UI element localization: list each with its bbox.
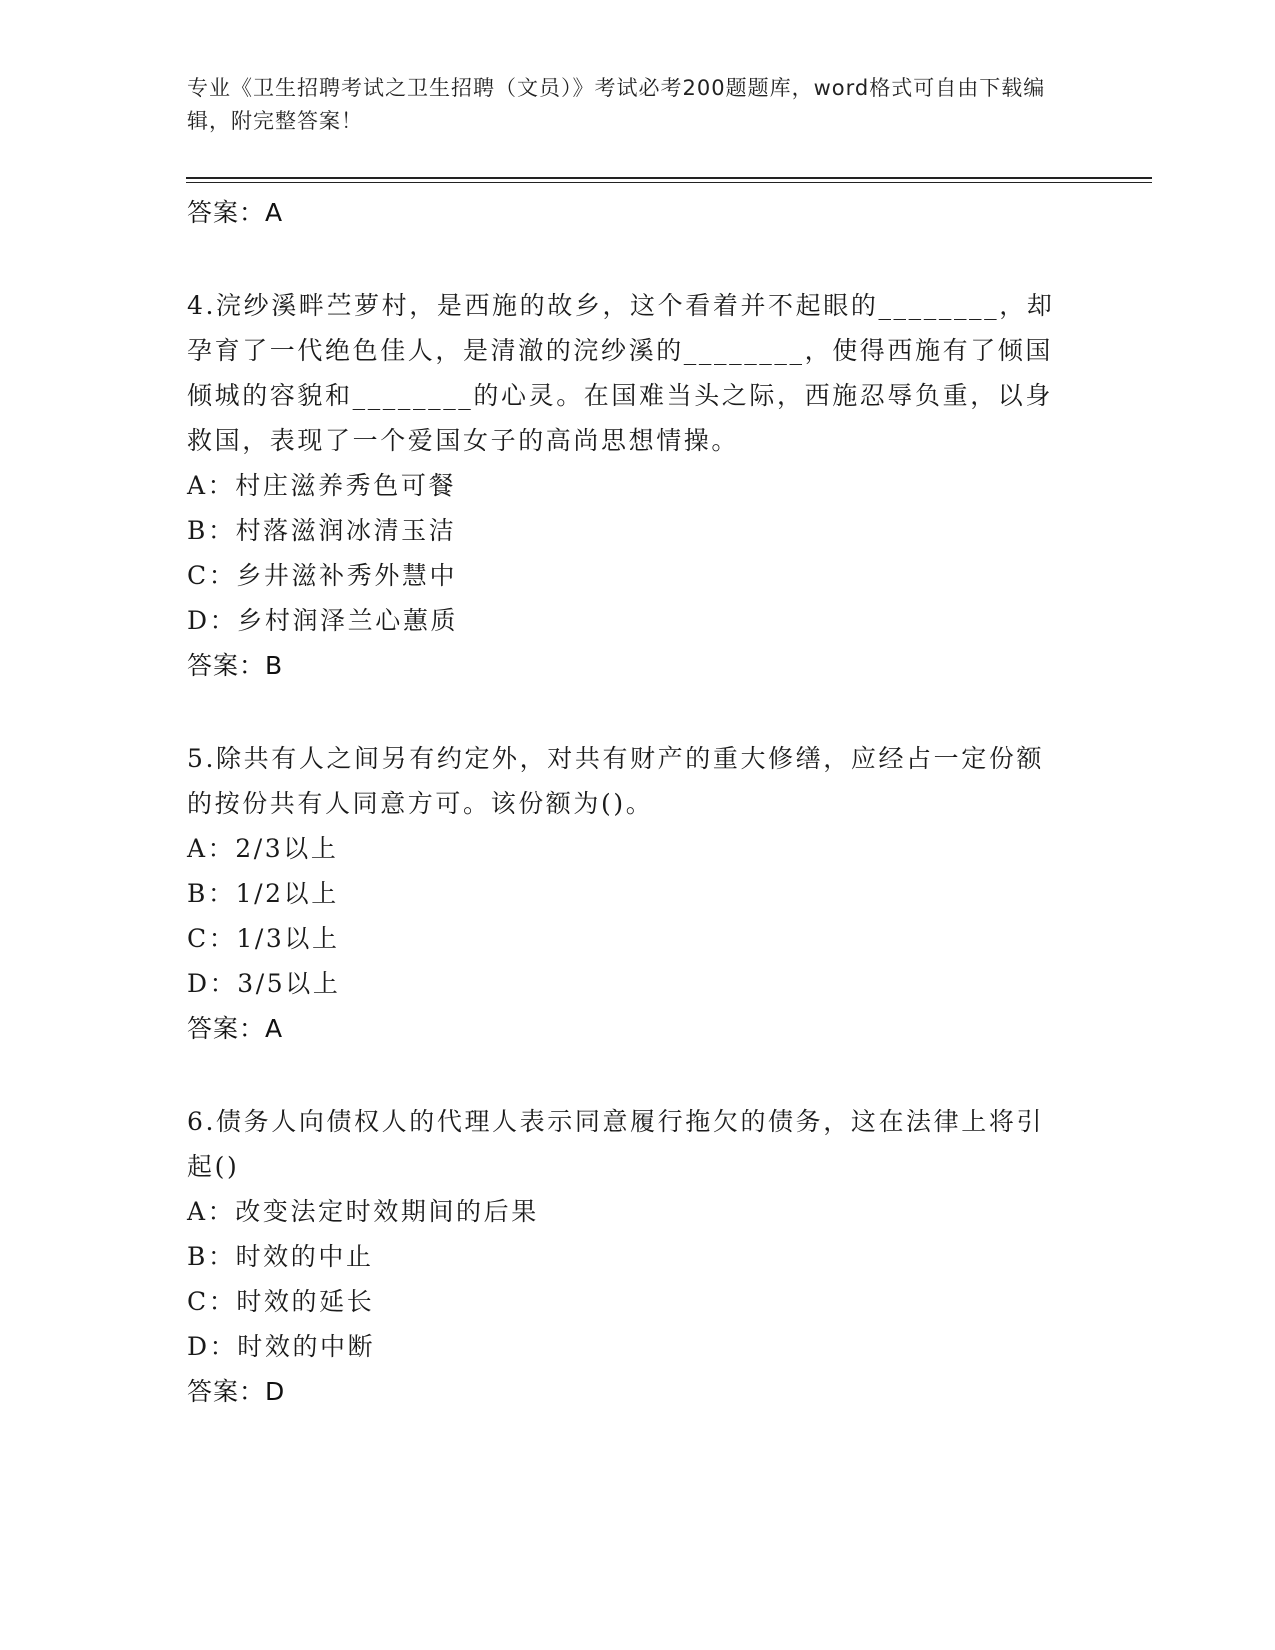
spacer bbox=[187, 235, 1067, 283]
option-c: C：乡井滋补秀外慧中 bbox=[187, 561, 458, 590]
option-d: D：乡村润泽兰心蕙质 bbox=[187, 606, 459, 635]
question-block bbox=[187, 1099, 1067, 1414]
page-header: 专业《卫生招聘考试之卫生招聘（文员）》考试必考200题题库，word格式可自由下载编辑，附完整答案！ bbox=[187, 76, 1046, 133]
header-divider-thick bbox=[186, 177, 1152, 179]
option-b: B：1/2以上 bbox=[187, 879, 339, 908]
option-c: C：1/3以上 bbox=[187, 924, 340, 953]
option-c: C：时效的延长 bbox=[187, 1287, 375, 1316]
answer-line: 答案：B bbox=[187, 651, 284, 680]
question-block bbox=[187, 283, 1067, 688]
option-b: B：村落滋润冰清玉洁 bbox=[187, 516, 457, 545]
question-text: 5.除共有人之间另有约定外，对共有财产的重大修缮，应经占一定份额的按份共有人同意方可。该份额为()。 bbox=[187, 744, 1045, 818]
spacer bbox=[187, 1051, 1067, 1099]
answer-line: 答案：A bbox=[187, 1014, 284, 1043]
question-text: 6.债务人向债权人的代理人表示同意履行拖欠的债务，这在法律上将引起() bbox=[187, 1107, 1045, 1181]
option-d: D：时效的中断 bbox=[187, 1332, 376, 1361]
option-d: D：3/5以上 bbox=[187, 969, 341, 998]
spacer bbox=[187, 688, 1067, 736]
option-a: A：2/3以上 bbox=[187, 834, 339, 863]
header-divider-thin bbox=[186, 182, 1152, 183]
option-a: A：村庄滋养秀色可餐 bbox=[187, 471, 457, 500]
answer-line: 答案：D bbox=[187, 1377, 286, 1406]
question-text: 4.浣纱溪畔苎萝村，是西施的故乡，这个看着并不起眼的________，却孕育了一代绝色佳人，是清澈的浣纱溪的________，使得西施有了倾国倾城的容貌和________的心灵。在国难当头之际，西施忍辱负重，以身救国，表现了一个爱国女子的高尚思想情操。 bbox=[187, 291, 1055, 455]
option-a: A：改变法定时效期间的后果 bbox=[187, 1197, 539, 1226]
question-list bbox=[187, 190, 1067, 1414]
answer-line: 答案：A bbox=[187, 198, 284, 227]
option-b: B：时效的中止 bbox=[187, 1242, 374, 1271]
question-block bbox=[187, 736, 1067, 1051]
